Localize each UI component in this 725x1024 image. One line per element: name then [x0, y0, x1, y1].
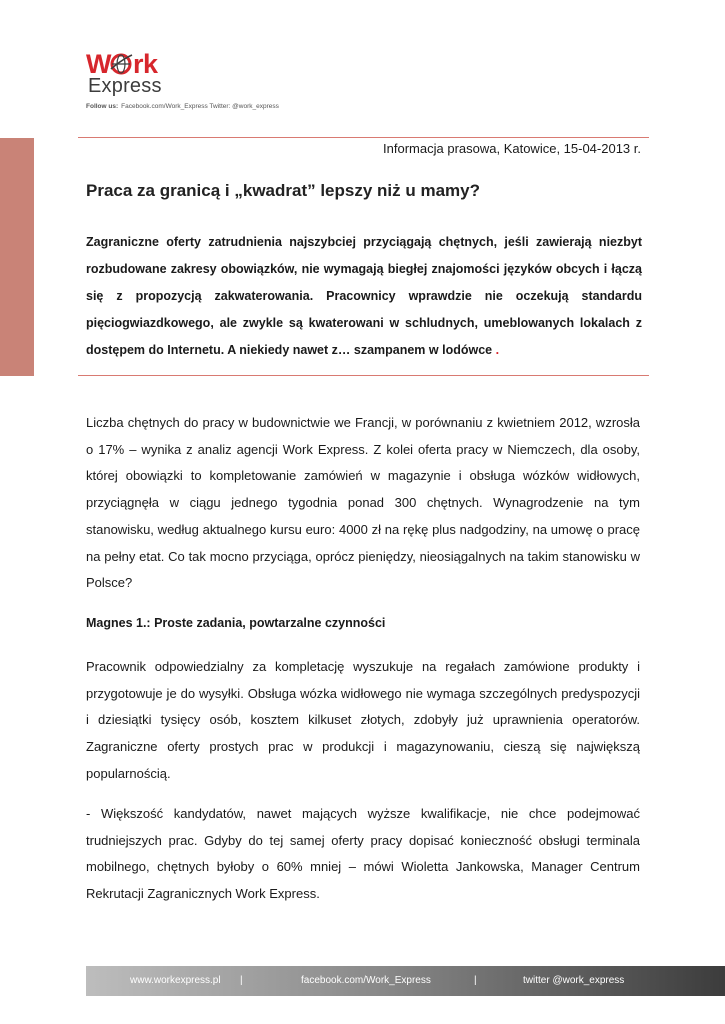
work-express-logo — [86, 49, 186, 97]
footer-twitter-link[interactable]: twitter @work_express — [523, 975, 625, 986]
follow-us-label: Follow us: — [86, 103, 119, 110]
footer-facebook-link[interactable]: facebook.com/Work_Express — [301, 975, 431, 986]
lead-end-mark: . — [495, 343, 500, 357]
section-subheading: Magnes 1.: Proste zadania, powtarzalne czynności — [86, 616, 386, 630]
footer-website-link[interactable]: www.workexpress.pl — [130, 975, 221, 986]
article-lead — [86, 229, 642, 364]
top-divider — [78, 137, 649, 138]
body-paragraph: - Większość kandydatów, nawet mających wyższe kwalifikacje, nie chce podejmować trudniejszych prac. Gdyby do tej samej oferty pracy dopisać konieczność obsługi terminala mobilnego, chętnych byłoby o 60% mniej – mówi Wioletta Jankowska, Manager Centrum Rekrutacji Zagranicznych Work Express. — [86, 806, 640, 902]
globe-icon — [109, 52, 133, 76]
press-release-dateline: Informacja prasowa, Katowice, 15-04-2013 r. — [383, 141, 641, 156]
footer-separator: | — [240, 975, 243, 986]
lead-text: Zagraniczne oferty zatrudnienia najszybciej przyciągają chętnych, jeśli zawierają niezbyt rozbudowane zakresy obowiązków, nie wymagają biegłej znajomości języków obcych i łączą się z propozycją zakwaterowania. Pracownicy wprawdzie nie oczekują standardu pięciogwiazdkowego, ale zwykle są kwaterowani w schludnych, umeblowanych lokalach z dostępem do Internetu. A niekiedy nawet z… szampanem w lodówce — [86, 235, 642, 357]
logo-word-work: W rk — [86, 49, 158, 79]
side-accent-bar — [0, 138, 34, 376]
lead-divider — [78, 375, 649, 376]
article-headline: Praca za granicą i „kwadrat” lepszy niż u mamy? — [86, 181, 480, 200]
follow-us-links[interactable]: Facebook.com/Work_Express Twitter: @work_express — [121, 103, 279, 110]
body-paragraph: Pracownik odpowiedzialny za kompletację wyszukuje na regałach zamówione produkty i przygotowuje je do wysyłki. Obsługa wózka widłowego nie wymaga szczególnych predyspozycji i dziesiątki tysięcy osób, kosztem kilkuset złotych, zdobyły już uprawnienia operatorów. Zagraniczne oferty prostych prac w produkcji i magazynowaniu, cieszą się największą popularnością. — [86, 659, 640, 781]
follow-us-line — [86, 103, 279, 110]
footer-separator: | — [474, 975, 477, 986]
body-paragraph: Liczba chętnych do pracy w budownictwie we Francji, w porównaniu z kwietniem 2012, wzrosła o 17% – wynika z analiz agencji Work Express. Z kolei oferta pracy w Niemczech, dla osoby, której obowiązki to kompletowanie zamówień w magazynie i obsługa wózków widłowych, przyciągnęła w ciągu jednego tygodnia ponad 300 chętnych. Wynagrodzenie na tym stanowisku, według aktualnego kursu euro: 4000 zł na rękę plus nadgodziny, na umowę o pracę na pełny etat. Co tak mocno przyciąga, oprócz pieniędzy, nieosiągalnych na takim stanowisku w Polsce? — [86, 415, 640, 591]
logo-word-express: Express — [88, 75, 162, 97]
footer-bar — [86, 966, 725, 996]
